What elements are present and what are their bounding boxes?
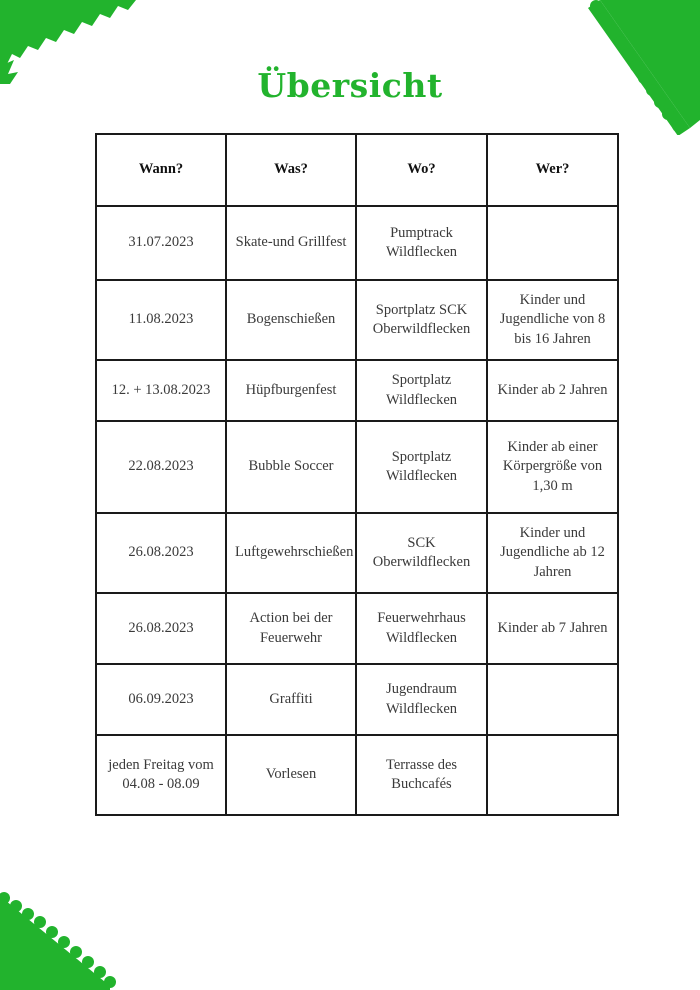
cell-was: Vorlesen	[226, 735, 356, 815]
table-row	[96, 280, 618, 360]
table-row	[96, 664, 618, 735]
cell-wer	[487, 735, 618, 815]
table-row	[96, 206, 618, 280]
cell-wo: Sportplatz Wildflecken	[356, 421, 487, 513]
cell-wer: Kinder ab einer Körpergröße von 1,30 m	[487, 421, 618, 513]
cell-wer	[487, 206, 618, 280]
table-row	[96, 513, 618, 593]
cell-wo: Sportplatz SCK Oberwildflecken	[356, 280, 487, 360]
column-header-wo: Wo?	[356, 134, 487, 206]
cell-wann: 26.08.2023	[96, 593, 226, 664]
column-header-wann: Wann?	[96, 134, 226, 206]
cell-wo: Terrasse des Buchcafés	[356, 735, 487, 815]
table-row	[96, 421, 618, 513]
page-title: Übersicht	[257, 66, 443, 105]
cell-wo: Pumptrack Wildflecken	[356, 206, 487, 280]
cell-wann: 11.08.2023	[96, 280, 226, 360]
table-row	[96, 593, 618, 664]
cell-wann: 06.09.2023	[96, 664, 226, 735]
cell-wann: 12. + 13.08.2023	[96, 360, 226, 421]
column-header-wer: Wer?	[487, 134, 618, 206]
cell-wo: Sportplatz Wildflecken	[356, 360, 487, 421]
cell-wo: SCK Oberwildflecken	[356, 513, 487, 593]
cell-was: Action bei der Feuerwehr	[226, 593, 356, 664]
cell-was: Luftgewehrschießen	[226, 513, 356, 593]
cell-wo: Feuerwehrhaus Wildflecken	[356, 593, 487, 664]
cell-wer: Kinder ab 2 Jahren	[487, 360, 618, 421]
corner-decoration-bottom-left	[0, 890, 120, 990]
cell-was: Bogenschießen	[226, 280, 356, 360]
cell-wer	[487, 664, 618, 735]
cell-wann: jeden Freitag vom 04.08 - 08.09	[96, 735, 226, 815]
table-row	[96, 360, 618, 421]
column-header-was: Was?	[226, 134, 356, 206]
table-row	[96, 735, 618, 815]
cell-wo: Jugendraum Wildflecken	[356, 664, 487, 735]
cell-was: Graffiti	[226, 664, 356, 735]
cell-wer: Kinder und Jugendliche ab 12 Jahren	[487, 513, 618, 593]
cell-wann: 22.08.2023	[96, 421, 226, 513]
cell-wer: Kinder ab 7 Jahren	[487, 593, 618, 664]
cell-wann: 31.07.2023	[96, 206, 226, 280]
cell-was: Bubble Soccer	[226, 421, 356, 513]
cell-was: Hüpfburgenfest	[226, 360, 356, 421]
cell-wer: Kinder und Jugendliche von 8 bis 16 Jahren	[487, 280, 618, 360]
overview-table	[95, 133, 619, 816]
table-header-row	[96, 134, 618, 206]
cell-was: Skate-und Grillfest	[226, 206, 356, 280]
cell-wann: 26.08.2023	[96, 513, 226, 593]
